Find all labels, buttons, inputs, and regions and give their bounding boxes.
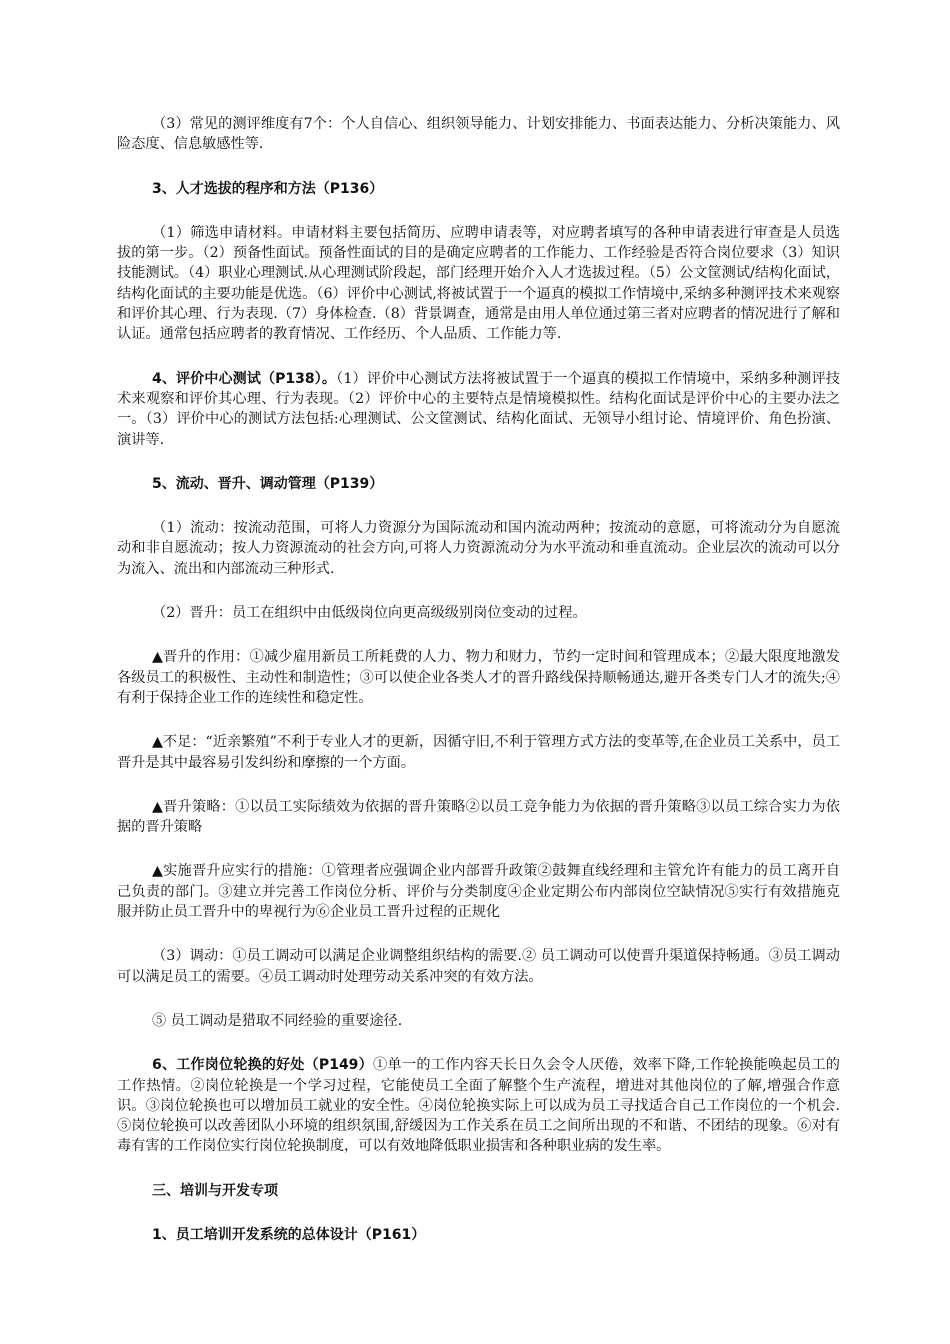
paragraph-promotion-strategy: ▲晋升策略：①以员工实际绩效为依据的晋升策略②以员工竞争能力为依据的晋升策略③以员工综合实力为依据的晋升策略 <box>117 798 840 836</box>
paragraph-promotion: （2）晋升：员工在组织中由低级岗位向更高级级别岗位变动的过程。 <box>152 605 587 622</box>
paragraph-promotion-measures: ▲实施晋升应实行的措施：①管理者应强调企业内部晋升政策②鼓舞直线经理和主管允许有能力的员工离开自己负责的部门。③建立并完善工作岗位分析、评价与分类制度④企业定期公布内部岗位空缺情况⑤实行有效措施克服并防止员工晋升中的卑视行为⑥企业员工晋升过程的正规化 <box>117 863 840 921</box>
paragraph-transfer-experience: ⑤ 员工调动是猎取不同经验的重要途径. <box>152 1012 403 1029</box>
paragraph-promotion-shortcoming: ▲不足：“近亲繁殖”不利于专业人才的更新，因循守旧,不利于管理方式方法的变革等,在企业员工关系中，员工晋升是其中最容易引发纠纷和摩擦的一个方面。 <box>117 734 840 771</box>
paragraph-transfer: （3）调动：①员工调动可以满足企业调整组织结构的需要.② 员工调动可以使晋升渠道保持畅通。③员工调动可以满足员工的需要。④员工调动时处理劳动关系冲突的有效方法。 <box>117 948 840 985</box>
paragraph-assessment-center <box>117 369 840 450</box>
paragraph-job-rotation <box>117 1055 840 1156</box>
heading-talent-selection: 3、人才选拔的程序和方法（P136） <box>152 180 384 197</box>
heading-flow-promotion-transfer: 5、流动、晋升、调动管理（P139） <box>152 475 384 492</box>
assessment-center-text: （1）评价中心测试方法将被试置于一个逼真的模拟工作情境中，采纳多种测评技术来观察和评价其心理、行为表现。（2）评价中心的主要特点是情境模拟性。结构化面试是评价中心的主要办法之一。（3）评价中心的测试方法包括:心理测试、公文筐测试、结构化面试、无领导小组讨论、情境评价、角色扮演、演讲等. <box>117 370 840 448</box>
heading-training-system-design: 1、员工培训开发系统的总体设计（P161） <box>152 1226 426 1243</box>
paragraph-selection-procedure: （1）筛选申请材料。申请材料主要包括简历、应聘申请表等，对应聘者填写的各种申请表进行审查是人员选拔的第一步。（2）预备性面试。预备性面试的目的是确定应聘者的工作能力、工作经验是否符合岗位要求（3）知识技能测试。（4）职业心理测试.从心理测试阶段起，部门经理开始介入人才选拔过程。（5）公文筐测试/结构化面试，结构化面试的主要功能是优选。（6）评价中心测试,将被试置于一个逼真的模拟工作情境中,采纳多种测评技术来观察和评价其心理、行为表现.（7）身体检查.（8）背景调查，通常是由用人单位通过第三者对应聘者的情况进行了解和认证。通常包括应聘者的教育情况、工作经历、个人品质、工作能力等. <box>117 224 840 343</box>
heading-job-rotation: 6、工作岗位轮换的好处（P149） <box>152 1057 373 1074</box>
paragraph-flow: （1）流动：按流动范围，可将人力资源分为国际流动和国内流动两种；按流动的意愿，可将流动分为自愿流动和非自愿流动；按人力资源流动的社会方向,可将人力资源流动分为水平流动和垂直流动。企业层次的流动可以分为流入、流出和内部流动三种形式. <box>117 520 840 577</box>
heading-assessment-center: 4、评价中心测试（P138）。 <box>152 370 337 387</box>
job-rotation-text: ①单一的工作内容天长日久会令人厌倦，效率下降,工作轮换能唤起员工的工作热情。②岗位轮换是一个学习过程，它能使员工全面了解整个生产流程，增进对其他岗位的了解,增强合作意识。③岗位轮换也可以增加员工就业的安全性。④岗位轮换实际上可以成为员工寻找适合自己工作岗位的一个机会.⑤岗位轮换可以改善团队小环境的组织氛围,舒缓因为工作关系在员工之间所出现的不和谐、不团结的现象。⑥对有毒有害的工作岗位实行岗位轮换制度，可以有效地降低职业损害和各种职业病的发生率。 <box>117 1057 840 1155</box>
paragraph-assessment-dimensions: （3）常见的测评维度有7个：个人自信心、组织领导能力、计划安排能力、书面表达能力、分析决策能力、风险态度、信息敏感性等. <box>117 116 840 153</box>
document-body <box>117 114 840 1269</box>
paragraph-promotion-role: ▲晋升的作用：①减少雇用新员工所耗费的人力、物力和财力，节约一定时间和管理成本；②最大限度地激发各级员工的积极性、主动性和制造性；③可以使企业各类人才的晋升路线保持顺畅通达,避开各类专门人才的流失;④有利于保持企业工作的连续性和稳定性。 <box>117 649 840 706</box>
heading-training-development: 三、培训与开发专项 <box>152 1182 278 1199</box>
